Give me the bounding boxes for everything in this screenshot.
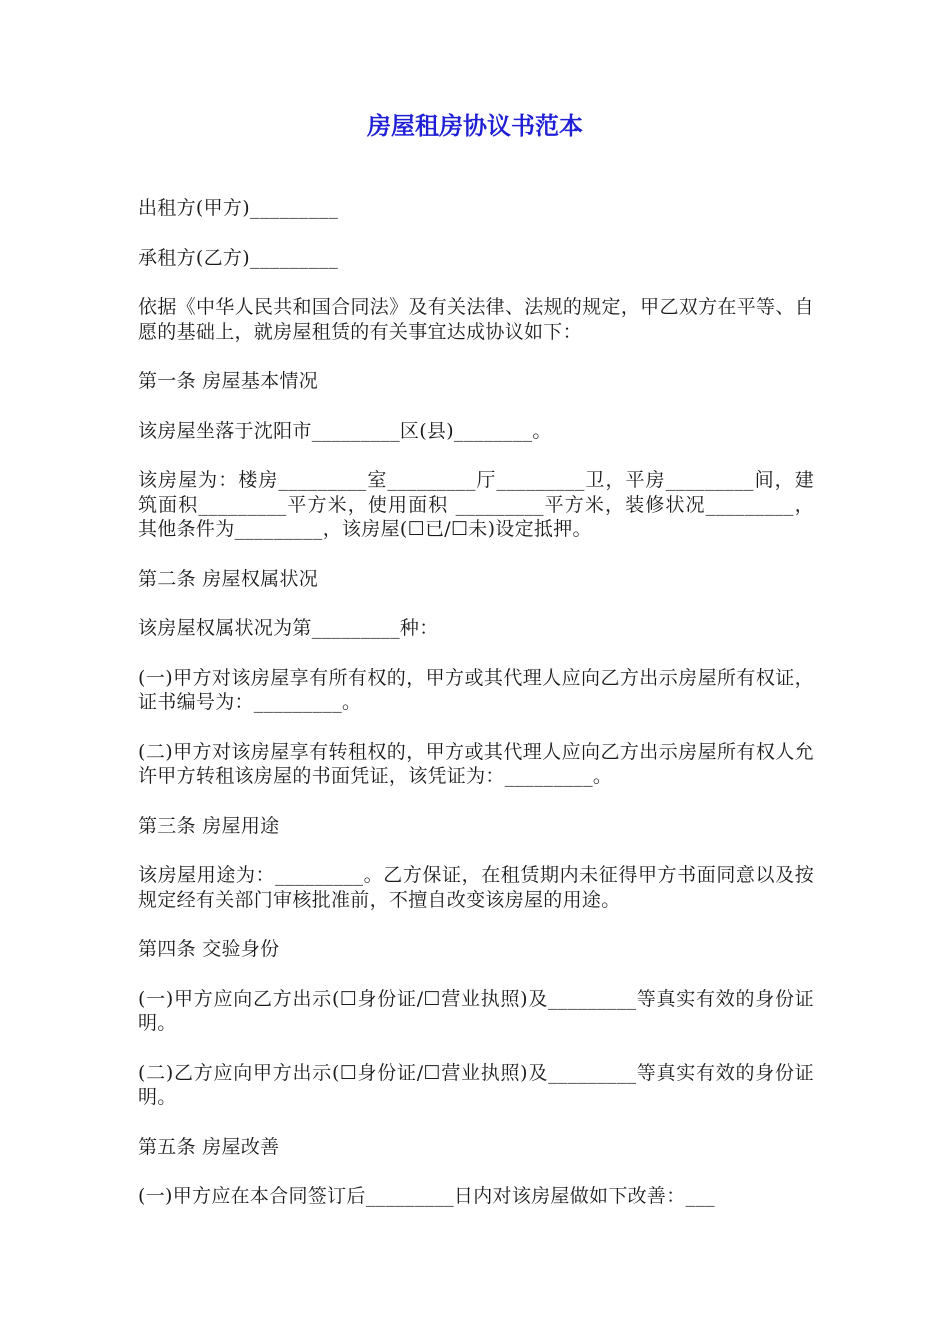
article-4-clause-2: (二)乙方应向甲方出示(☐身份证/☐营业执照)及_________等真实有效的身份证明。 <box>138 1061 814 1108</box>
article-5-clause-1: (一)甲方应在本合同签订后_________日内对该房屋做如下改善：___ <box>138 1185 715 1207</box>
article-3-usage: 该房屋用途为：_________。乙方保证，在租赁期内未征得甲方书面同意以及按规定经有关部门审核批准前，不擅自改变该房屋的用途。 <box>138 864 814 911</box>
document-body <box>138 196 814 1234</box>
article-3-heading: 第三条 房屋用途 <box>138 814 280 837</box>
party-b-line: 承租方(乙方)_________ <box>138 246 339 269</box>
article-5-heading: 第五条 房屋改善 <box>138 1135 280 1158</box>
preamble-paragraph: 依据《中华人民共和国合同法》及有关法律、法规的规定，甲乙双方在平等、自愿的基础上，就房屋租赁的有关事宜达成协议如下： <box>138 296 814 343</box>
article-2-type: 该房屋权属状况为第_________种： <box>138 617 439 639</box>
article-2-clause-2: (二)甲方对该房屋享有转租权的，甲方或其代理人应向乙方出示房屋所有权人允许甲方转租该房屋的书面凭证，该凭证为：_________。 <box>138 740 814 787</box>
article-4-heading: 第四条 交验身份 <box>138 938 280 960</box>
article-1-details: 该房屋为：楼房_________室_________厅_________卫，平房_________间，建筑面积_________平方米，使用面积 _________平方米，装修状况_________，其他条件为_________，该房屋(☐已/☐未)设定抵押。 <box>138 469 814 540</box>
article-2-clause-1: (一)甲方对该房屋享有所有权的，甲方或其代理人应向乙方出示房屋所有权证，证书编号为：_________。 <box>138 666 814 713</box>
article-1-location: 该房屋坐落于沈阳市_________区(县)________。 <box>138 419 552 442</box>
article-2-heading: 第二条 房屋权属状况 <box>138 567 319 590</box>
party-a-line: 出租方(甲方)_________ <box>138 197 339 219</box>
document-title: 房屋租房协议书范本 <box>367 112 583 140</box>
article-4-clause-1: (一)甲方应向乙方出示(☐身份证/☐营业执照)及_________等真实有效的身份证明。 <box>138 987 814 1034</box>
article-1-heading: 第一条 房屋基本情况 <box>138 370 319 392</box>
